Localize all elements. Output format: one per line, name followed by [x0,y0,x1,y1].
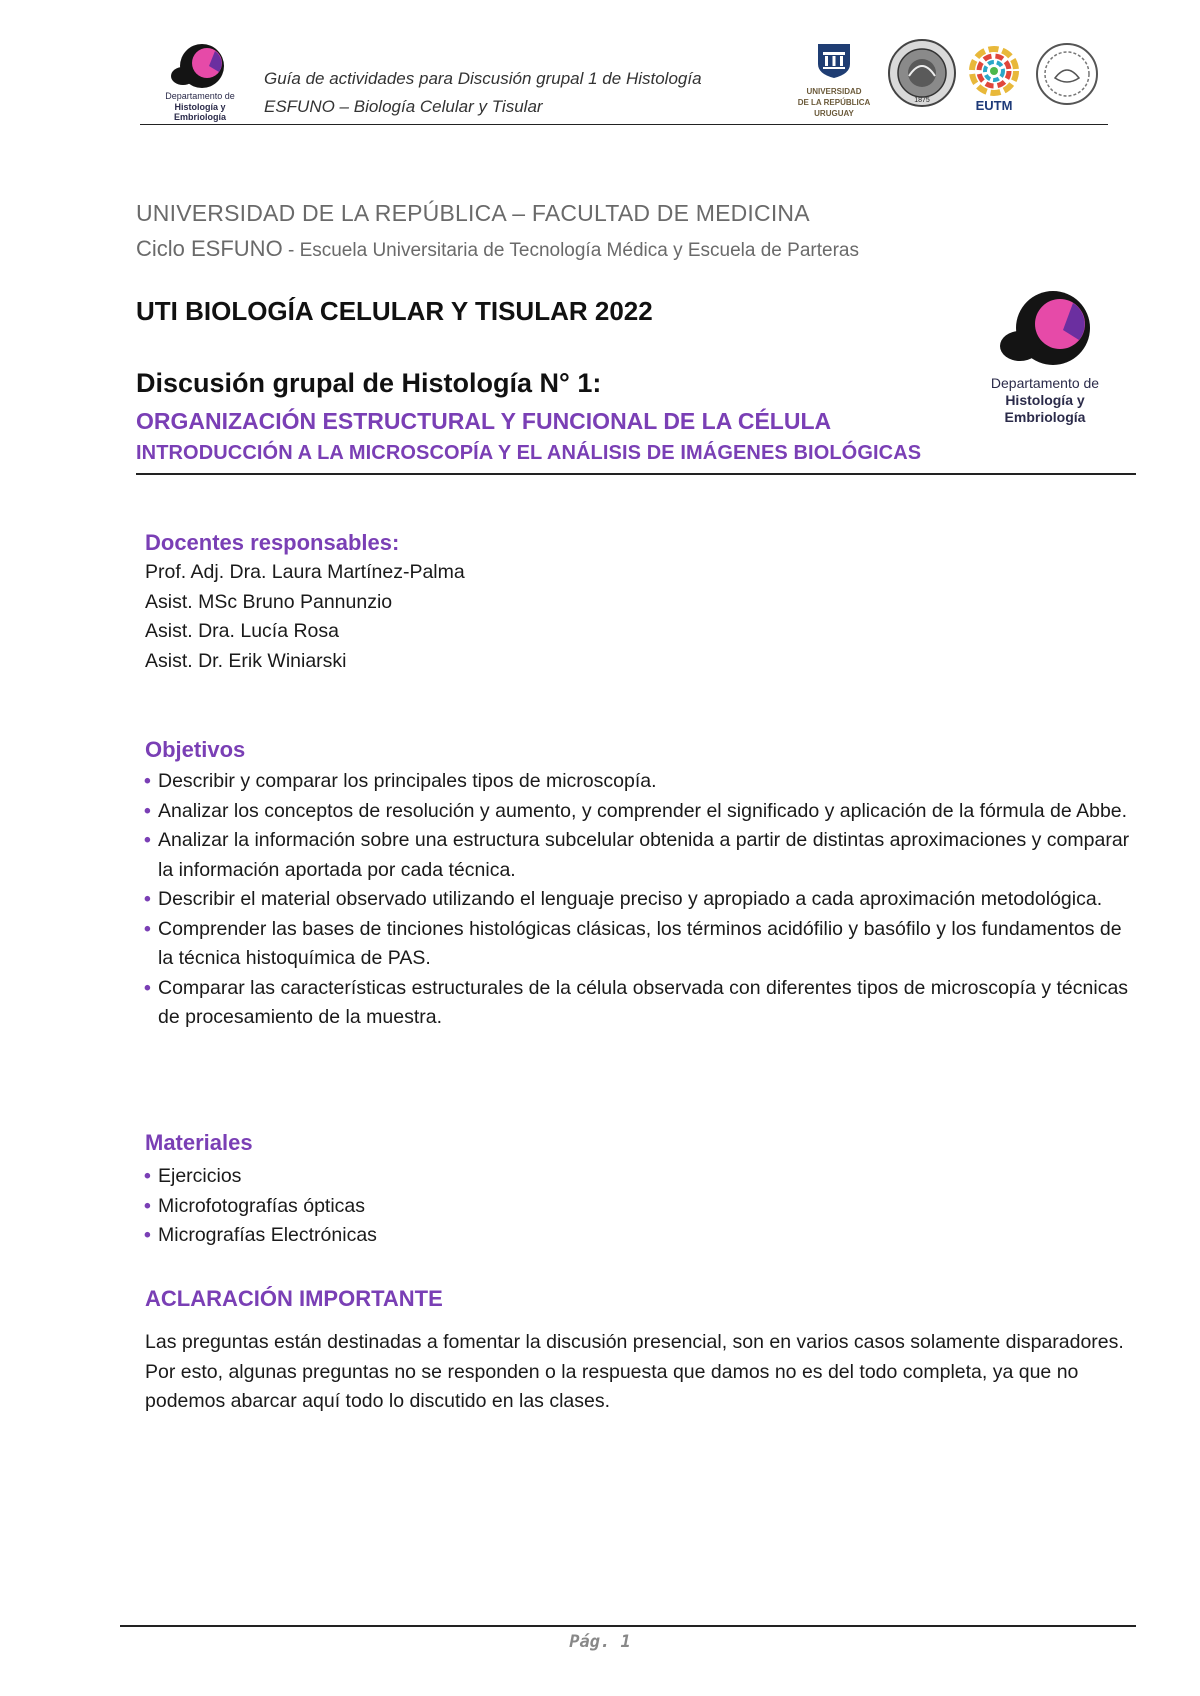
guide-line-1: Guía de actividades para Discusión grupal 1 de Histología [264,69,702,88]
eutm-caption: EUTM [975,98,1013,113]
seal-year: 1875 [914,97,930,104]
header-dept-logo [150,42,250,122]
docente-item: Asist. Dra. Lucía Rosa [145,620,339,642]
objetivo-item: • Comprender las bases de tinciones histológicas clásicas, los términos acidófilio y basófilo y los fundamentos de la técnica histoquímica de PAS. [144,915,1134,974]
dept-logo-caption-2: Histología y Embriología [173,102,226,122]
dept-logo-large [965,290,1125,426]
bullet-icon: • [144,770,151,792]
medicine-seal-icon [887,38,957,108]
school-seal-icon [1035,42,1099,106]
bullet-icon: • [144,1165,151,1187]
university-heading: UNIVERSIDAD DE LA REPÚBLICA – FACULTAD DE MEDICINA [136,200,810,226]
bullet-icon: • [144,829,151,851]
aclaracion-text: Las preguntas están destinadas a fomentar la discusión presencial, son en varios casos solamente disparadores. Por esto, algunas preguntas no se responden o la respuesta que damos no es del todo completa, ya que no podemos abarcar aquí todo lo discutido en las clases. [145,1331,1124,1412]
page-number: Pág. 1 [569,1632,631,1652]
bullet-icon: • [144,917,151,940]
title-divider [136,473,1136,475]
subtitle-microscopy: INTRODUCCIÓN A LA MICROSCOPÍA Y EL ANÁLISIS DE IMÁGENES BIOLÓGICAS [136,442,922,464]
cycle-schools: - Escuela Universitaria de Tecnología Médica y Escuela de Parteras [282,240,859,261]
cycle-prefix: Ciclo ESFUNO [136,236,283,261]
dept-logo-caption-1: Departamento de [165,91,235,101]
materiales-list [144,1162,1134,1251]
uti-title: UTI BIOLOGÍA CELULAR Y TISULAR 2022 [136,296,653,326]
objetivo-item: • Describir y comparar los principales tipos de microscopía. [144,767,1134,797]
dept-logo-icon [169,42,231,90]
bullet-icon: • [144,888,151,910]
parteras-seal [1035,42,1099,111]
udelar-caption-2: DE LA REPÚBLICA [797,98,871,107]
docentes-list [145,558,465,676]
udelar-shield-icon [814,40,854,80]
objetivo-item: • Describir el material observado utilizando el lenguaje preciso y apropiado a cada aproximación metodológica. [144,885,1134,915]
material-item: • Ejercicios [144,1162,1134,1192]
discussion-title: Discusión grupal de Histología N° 1: [136,368,602,398]
udelar-caption-1: UNIVERSIDAD [806,87,862,96]
objetivo-item: • Comparar las características estructurales de la célula observada con diferentes tipos de microscopía y técnicas de procesamiento de la muestra. [144,974,1134,1033]
udelar-caption-3: URUGUAY [814,109,854,118]
eutm-logo [968,45,1020,113]
bullet-icon: • [144,799,151,822]
header-guide-text [264,65,702,121]
facultad-medicina-seal [887,38,957,113]
header-divider [140,124,1108,125]
bullet-icon: • [144,976,151,999]
cycle-heading [136,236,859,262]
docente-item: Asist. Dr. Erik Winiarski [145,649,347,672]
material-item: • Micrografías Electrónicas [144,1221,1134,1251]
footer-divider [120,1625,1136,1627]
aclaracion-heading: ACLARACIÓN IMPORTANTE [145,1286,443,1311]
subtitle-organization: ORGANIZACIÓN ESTRUCTURAL Y FUNCIONAL DE LA CÉLULA [136,408,832,434]
dept-logo-large-caption-1: Departamento de [990,375,1100,391]
docentes-heading: Docentes responsables: [145,530,400,555]
materiales-heading: Materiales [145,1130,253,1155]
docente-item: Asist. MSc Bruno Pannunzio [145,590,393,613]
objetivos-list [144,767,1134,1033]
guide-line-2: ESFUNO – Biología Celular y Tisular [264,97,543,116]
dept-logo-large-icon [993,290,1097,370]
bullet-icon: • [144,1224,151,1246]
docente-item: Prof. Adj. Dra. Laura Martínez-Palma [145,561,465,583]
objetivo-item: • Analizar los conceptos de resolución y aumento, y comprender el significado y aplicación de la fórmula de Abbe. [144,797,1134,827]
dept-logo-large-caption-2: Histología y Embriología [1004,392,1086,425]
objetivos-heading: Objetivos [145,737,246,762]
eutm-logo-icon [968,45,1020,97]
udelar-logo [793,40,875,118]
material-item: • Microfotografías ópticas [144,1192,1134,1222]
objetivo-item: • Analizar la información sobre una estructura subcelular obtenida a partir de distintas aproximaciones y comparar la información aportada por cada técnica. [144,826,1134,885]
bullet-icon: • [144,1194,151,1217]
